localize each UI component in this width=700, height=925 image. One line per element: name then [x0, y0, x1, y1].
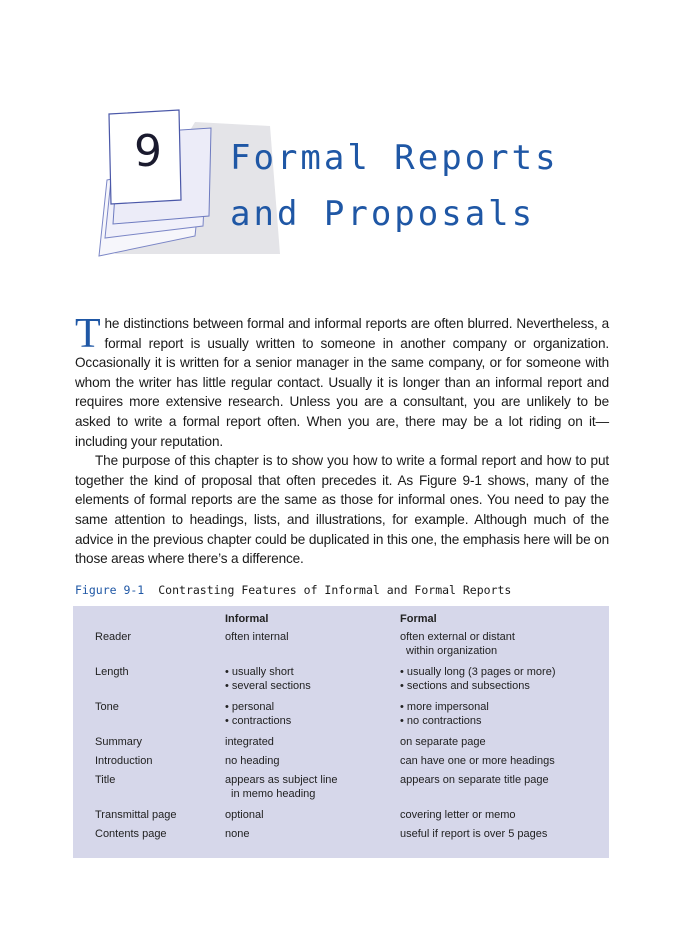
feature-cell-line: Transmittal page [95, 809, 177, 821]
formal-cell-line: • sections and subsections [400, 680, 530, 692]
feature-cell-line: Title [95, 774, 116, 786]
formal-cell-line: on separate page [400, 736, 486, 748]
informal-cell-line: in memo heading [231, 788, 316, 800]
informal-cell-line: appears as subject line [225, 774, 338, 786]
figure-caption-text: Contrasting Features of Informal and Formal Reports [158, 583, 512, 597]
feature-cell-line: Summary [95, 736, 143, 748]
feature-cell-line: Length [95, 666, 129, 678]
feature-cell [95, 808, 177, 822]
paragraph-1 [75, 311, 609, 451]
comparison-table [73, 606, 609, 858]
feature-cell [95, 630, 131, 644]
informal-cell-line: • usually short [225, 666, 294, 678]
formal-cell [400, 808, 516, 822]
formal-cell-line: often external or distant [400, 631, 515, 643]
chapter-title-line1: Formal Reports [230, 138, 559, 178]
formal-cell-line: useful if report is over 5 pages [400, 828, 548, 840]
informal-cell-line: • contractions [225, 715, 292, 727]
informal-cell-line: • several sections [225, 680, 311, 692]
feature-cell-line: Introduction [95, 755, 153, 767]
formal-cell-line: can have one or more headings [400, 755, 555, 767]
informal-cell-line: none [225, 828, 250, 840]
informal-cell [225, 700, 291, 728]
feature-cell [95, 665, 129, 679]
figure-caption [75, 583, 511, 597]
informal-cell-line: often internal [225, 631, 289, 643]
informal-cell-line: • personal [225, 701, 275, 713]
formal-cell-line: appears on separate title page [400, 774, 549, 786]
informal-cell [225, 754, 279, 768]
informal-cell-line: no heading [225, 755, 280, 767]
paragraph-2: The purpose of this chapter is to show you how to write a formal report and how to put together the kind of proposal that often precedes it. As Figure 9-1 shows, many of the elements of formal reports are the same as those for informal ones. You need to pay the same attention to headings, lists, and illustrations, for example. Although much of the advice in the previous chapter could be duplicated in this one, the emphasis here will be on those areas where there’s a difference. [75, 453, 609, 567]
informal-cell [225, 735, 274, 749]
informal-cell [225, 808, 264, 822]
formal-cell-line: • more impersonal [400, 701, 489, 713]
feature-cell [95, 773, 115, 787]
informal-cell [225, 773, 338, 801]
formal-cell [400, 630, 515, 658]
formal-cell [400, 735, 486, 749]
feature-cell-line: Tone [95, 701, 119, 713]
formal-cell [400, 665, 555, 693]
feature-cell [95, 827, 167, 841]
header-formal-line: Formal [400, 613, 437, 625]
paragraph-1-text: he distinctions between formal and informal reports are often blurred. Nevertheless, a formal report is usually written to someone in another company or organization. Occasionally it is written for a senior manager in the same company, or for someone with whom the writer has little regular contact. Usually it is longer than an informal report and requires more extensive research. Unless you are a consultant, you are unlikely to be asked to write a formal report often. When you are, there may be a lot riding on it—including your reputation. [75, 316, 609, 449]
informal-cell-line: integrated [225, 736, 274, 748]
formal-cell [400, 827, 547, 841]
informal-cell [225, 630, 289, 644]
informal-cell [225, 827, 249, 841]
formal-cell-line: • usually long (3 pages or more) [400, 666, 556, 678]
formal-cell [400, 773, 549, 787]
drop-cap: T [75, 311, 101, 357]
formal-cell [400, 700, 489, 728]
chapter-number: 9 [134, 126, 162, 177]
formal-cell [400, 754, 555, 768]
formal-cell-line: covering letter or memo [400, 809, 516, 821]
feature-cell [95, 735, 142, 749]
feature-cell [95, 754, 152, 768]
informal-cell-line: optional [225, 809, 264, 821]
feature-cell [95, 700, 119, 714]
header-informal [225, 612, 268, 626]
header-informal-line: Informal [225, 613, 269, 625]
informal-cell [225, 665, 311, 693]
formal-cell-line: within organization [406, 645, 498, 657]
figure-label: Figure 9-1 [75, 583, 145, 597]
body-text [75, 311, 609, 569]
chapter-title-line2: and Proposals [230, 194, 536, 234]
formal-cell-line: • no contractions [400, 715, 482, 727]
feature-cell-line: Reader [95, 631, 132, 643]
chapter-title [230, 130, 559, 242]
header-formal [400, 612, 437, 626]
feature-cell-line: Contents page [95, 828, 167, 840]
